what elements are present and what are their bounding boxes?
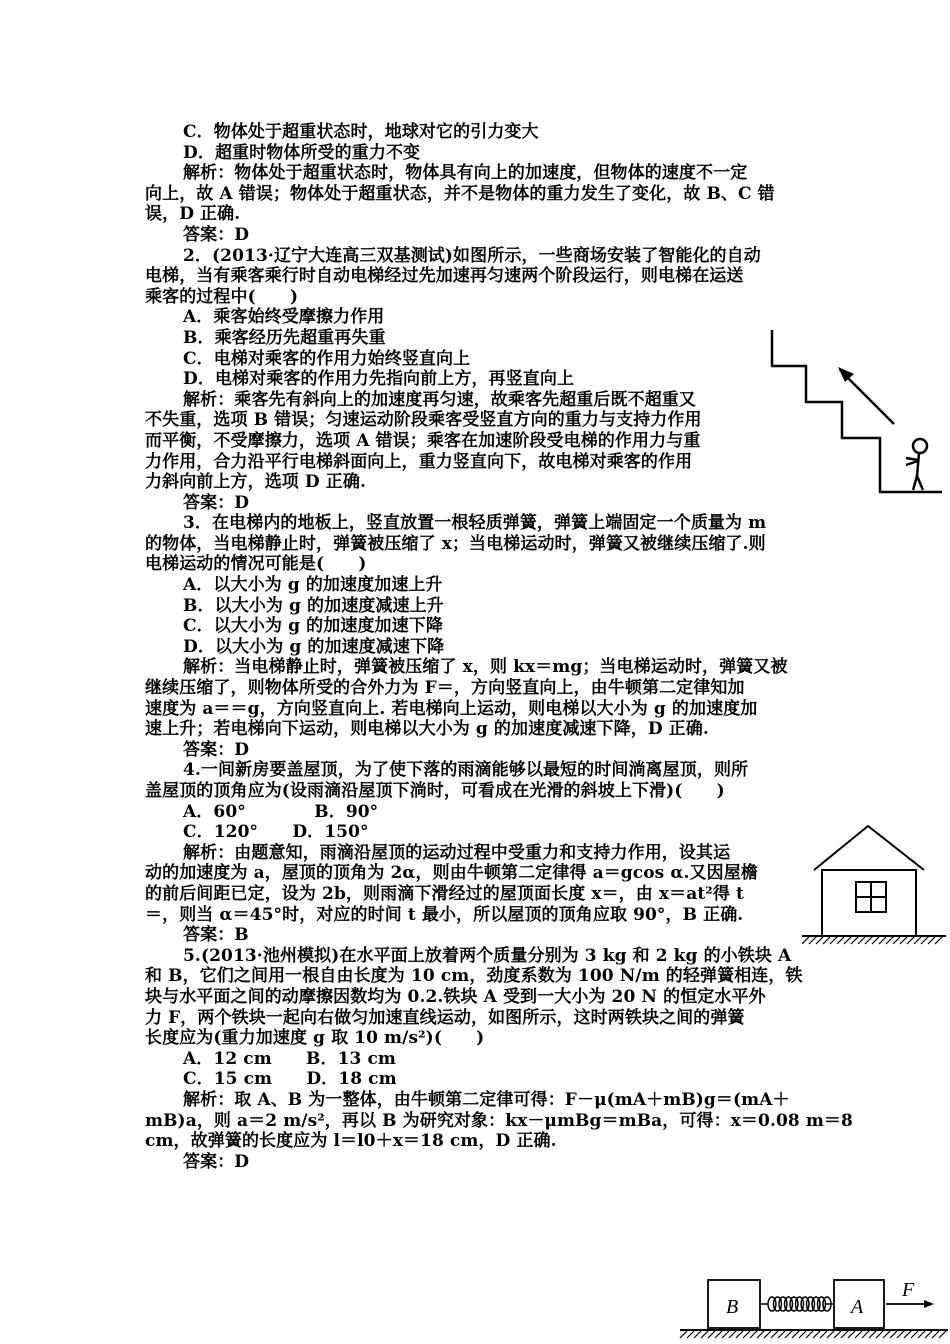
- text-line: A．以大小为 g 的加速度加速上升: [183, 575, 443, 596]
- text-line: C．120° D．150°: [183, 822, 369, 843]
- text-line: 解析：乘客先有斜向上的加速度再匀速，故乘客先超重后既不超重又: [183, 389, 696, 410]
- text-line: ＝，则当 α＝45°时，对应的时间 t 最小，所以屋顶的顶角应取 90°，B 正确.: [145, 904, 744, 925]
- house-wall: [822, 870, 916, 936]
- text-line: 3．在电梯内的地板上，竖直放置一根轻质弹簧，弹簧上端固定一个质量为 m: [183, 513, 767, 534]
- text-line: D．超重时物体所受的重力不变: [183, 142, 421, 163]
- block-b-label: B: [726, 1296, 739, 1318]
- text-line: 速上升；若电梯向下运动，则电梯以大小为 g 的加速度减速下降，D 正确.: [145, 719, 709, 740]
- text-line: 4.一间新房要盖屋顶，为了使下落的雨滴能够以最短的时间淌离屋顶，则所: [183, 760, 749, 781]
- text-line: C．物体处于超重状态时，地球对它的引力变大: [183, 122, 539, 142]
- text-line: 答案：D: [183, 224, 250, 245]
- text-line: D．电梯对乘客的作用力先指向前上方，再竖直向上: [183, 369, 575, 390]
- text-line: 解析：由题意知，雨滴沿屋顶的运动过程中受重力和支持力作用，设其运: [183, 842, 731, 863]
- text-line: 电梯，当有乘客乘行时自动电梯经过先加速再匀速两个阶段运行，则电梯在运送: [145, 266, 744, 287]
- text-line: 力 F，两个铁块一起向右做匀加速直线运动，如图所示，这时两铁块之间的弹簧: [145, 1007, 745, 1028]
- text-line: 继续压缩了，则物体所受的合外力为 F＝，方向竖直向上，由牛顿第二定律知加: [145, 678, 745, 699]
- text-line: 解析：当电梯静止时，弹簧被压缩了 x，则 kx＝mg；当电梯运动时，弹簧又被: [183, 657, 788, 678]
- text-line: D．以大小为 g 的加速度减速下降: [183, 636, 445, 657]
- text-line: 盖屋顶的顶角应为(设雨滴沿屋顶下淌时，可看成在光滑的斜坡上下滑)( ): [145, 781, 725, 801]
- passenger-icon: [906, 439, 927, 490]
- text-line: C．以大小为 g 的加速度加速下降: [183, 616, 443, 637]
- force-arrow-head: [924, 1300, 934, 1308]
- spring: [760, 1297, 834, 1311]
- text-line: 答案：D: [183, 1151, 250, 1172]
- arrow-head: [838, 367, 854, 382]
- text-line: B．乘客经历先超重再失重: [183, 327, 386, 348]
- block-a-label: A: [851, 1296, 864, 1318]
- text-line: 动的加速度为 a，屋顶的顶角为 2α，则由牛顿第二定律得 a＝gcos α.又因屋檐: [145, 863, 758, 884]
- ground-hatching: [680, 1330, 947, 1338]
- text-line: 的前后间距已定，设为 2b，则雨滴下滑经过的屋顶面长度 x＝，由 x＝at²得 t: [145, 883, 744, 904]
- text-line: 答案：B: [183, 925, 249, 946]
- text-line: 答案：D: [183, 492, 250, 513]
- text-line: mB)a，则 a＝2 m/s²，再以 B 为研究对象：kx－μmBg＝mBa，可得：x＝0.08 m＝8: [145, 1110, 853, 1131]
- text-line: 解析：取 A、B 为一整体，由牛顿第二定律可得：F－μ(mA＋mB)g＝(mA＋: [183, 1089, 790, 1110]
- text-line: C．15 cm D．18 cm: [183, 1069, 397, 1090]
- text-line: 乘客的过程中( ): [145, 286, 299, 307]
- text-line: 答案：D: [183, 739, 250, 760]
- text-line: 而平衡，不受摩擦力，选项 A 错误；乘客在加速阶段受电梯的作用力与重: [145, 430, 701, 451]
- house-roof: [814, 826, 924, 870]
- text-line: A．60° B．90°: [183, 801, 379, 822]
- document-body: [145, 122, 853, 1172]
- text-line: 块与水平面之间的动摩擦因数均为 0.2.铁块 A 受到一大小为 20 N 的恒定水平外: [145, 986, 766, 1007]
- text-line: 向上，故 A 错误；物体处于超重状态，并不是物体的重力发生了变化，故 B、C 错: [145, 183, 775, 204]
- text-line: 的物体，当电梯静止时，弹簧被压缩了 x；当电梯运动时，弹簧又被继续压缩了.则: [145, 533, 766, 554]
- text-line: 力斜向前上方，选项 D 正确.: [145, 472, 366, 493]
- text-line: 解析：物体处于超重状态时，物体具有向上的加速度，但物体的速度不一定: [183, 163, 748, 184]
- escalator-figure: [768, 330, 946, 498]
- text-line: 不失重，选项 B 错误；匀速运动阶段乘客受竖直方向的重力与支持力作用: [145, 410, 702, 431]
- text-line: A．乘客始终受摩擦力作用: [183, 307, 385, 328]
- text-line: 力作用，合力沿平行电梯斜面向上，重力竖直向下，故电梯对乘客的作用: [145, 451, 693, 472]
- text-line: B．以大小为 g 的加速度减速上升: [183, 595, 444, 616]
- text-line: 长度应为(重力加速度 g 取 10 m/s²)( ): [145, 1028, 485, 1049]
- text-line: cm，故弹簧的长度应为 l＝l0＋x＝18 cm，D 正确.: [145, 1131, 557, 1152]
- text-line: C．电梯对乘客的作用力始终竖直向上: [183, 348, 471, 369]
- text-line: 电梯运动的情况可能是( ): [145, 554, 367, 575]
- house-figure: [802, 822, 948, 948]
- text-line: 5.(2013·池州模拟)在水平面上放着两个质量分别为 3 kg 和 2 kg 的小铁块 A: [183, 945, 792, 966]
- ground-hatching: [802, 936, 943, 944]
- force-label: F: [902, 1279, 915, 1301]
- text-line: 速度为 a＝＝g，方向竖直向上. 若电梯向上运动，则电梯以大小为 g 的加速度加: [145, 698, 758, 719]
- text-line: 2．(2013·辽宁大连高三双基测试)如图所示，一些商场安装了智能化的自动: [183, 245, 761, 266]
- text-line: A．12 cm B．13 cm: [183, 1048, 396, 1069]
- blocks-figure: [676, 1270, 950, 1344]
- text-line: 和 B，它们之间用一根自由长度为 10 cm，劲度系数为 100 N/m 的轻弹簧相连，铁: [145, 966, 803, 987]
- text-line: 误，D 正确.: [145, 204, 241, 225]
